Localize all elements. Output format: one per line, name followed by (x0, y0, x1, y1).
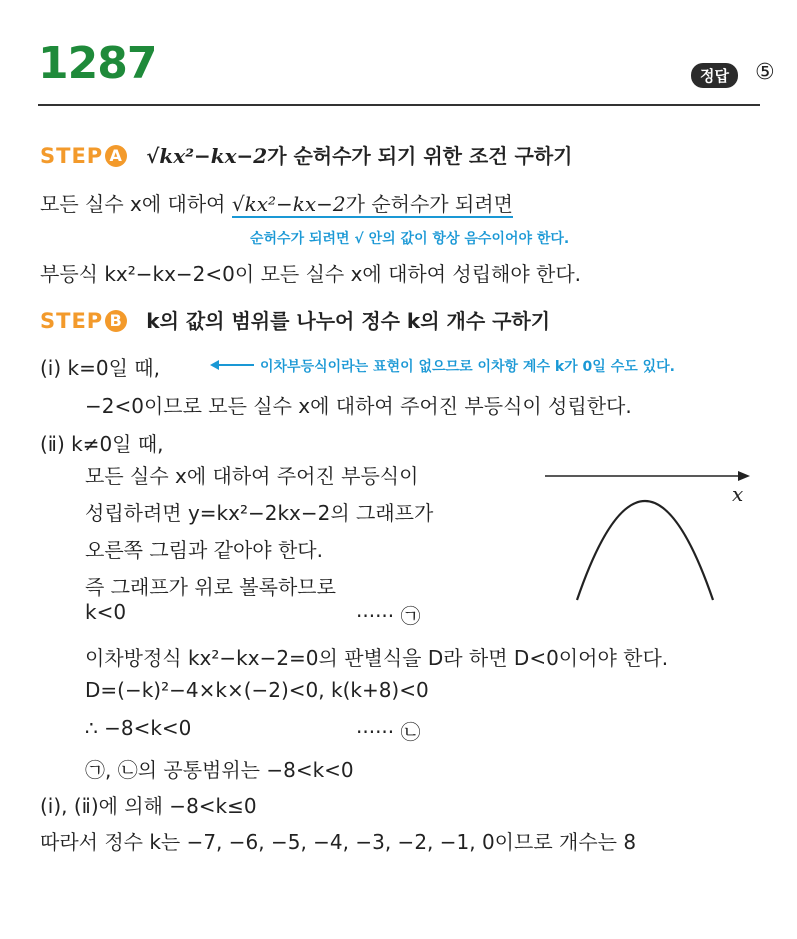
conclusion: 따라서 정수 k는 −7, −6, −5, −4, −3, −2, −1, 0이므로 개수는 8 (40, 830, 637, 854)
x-axis-arrow-icon (738, 471, 750, 481)
step-a-line-1: 모든 실수 x에 대하여 √kx²−kx−2가 순허수가 되려면 (40, 192, 513, 216)
answer-value: ⑤ (755, 60, 775, 85)
parabola-graph (545, 462, 760, 607)
step-a-title: 가 순허수가 되기 위한 조건 구하기 (267, 144, 573, 168)
step-a-heading (40, 140, 572, 169)
step-a-label: STEP A (40, 144, 127, 168)
case-2-line-3: 오른쪽 그림과 같아야 한다. (85, 538, 323, 562)
header-divider (38, 104, 760, 106)
mark-2: ······ ㉡ (356, 720, 421, 744)
step-a-note: 순허수가 되려면 √ 안의 값이 항상 음수이어야 한다. (250, 231, 570, 247)
discriminant-calc: D=(−k)²−4×k×(−2)<0, k(k+8)<0 (85, 678, 429, 702)
case-2-line-2: 성립하려면 y=kx²−2kx−2의 그래프가 (85, 501, 434, 525)
step-b-title: k의 값의 범위를 나누어 정수 k의 개수 구하기 (146, 309, 551, 333)
common-range: ㉠, ㉡의 공통범위는 −8<k<0 (85, 758, 354, 782)
parabola-curve (577, 501, 713, 600)
case-1-note: 이차부등식이라는 표현이 없으므로 이차항 계수 k가 0일 수도 있다. (260, 359, 675, 375)
step-a-line-2: 부등식 kx²−kx−2<0이 모든 실수 x에 대하여 성립해야 한다. (40, 262, 582, 286)
inequality-1: k<0 (85, 600, 127, 624)
case-2-line-4: 즉 그래프가 위로 볼록하므로 (85, 575, 336, 599)
case-1-body: −2<0이므로 모든 실수 x에 대하여 주어진 부등식이 성립한다. (85, 394, 632, 418)
mark-1: ······ ㉠ (356, 604, 421, 628)
case-1-arrow-icon (210, 358, 254, 372)
case-2-label: (ⅱ) k≠0일 때, (40, 432, 164, 456)
step-a-expression: √kx²−kx−2 (146, 144, 268, 168)
combined-result: (ⅰ), (ⅱ)에 의해 −8<k≤0 (40, 794, 257, 818)
discriminant-line: 이차방정식 kx²−kx−2=0의 판별식을 D라 하면 D<0이어야 한다. (85, 646, 669, 670)
step-b-label: STEP B (40, 309, 127, 333)
case-1-label: (ⅰ) k=0일 때, (40, 356, 160, 380)
case-2-line-1: 모든 실수 x에 대하여 주어진 부등식이 (85, 464, 419, 488)
step-b-heading (40, 305, 550, 334)
graph-axis-label: x (732, 482, 744, 506)
inequality-2: ∴ −8<k<0 (85, 716, 192, 740)
answer-badge: 정답 (691, 63, 738, 88)
problem-number: 1287 (38, 38, 157, 89)
